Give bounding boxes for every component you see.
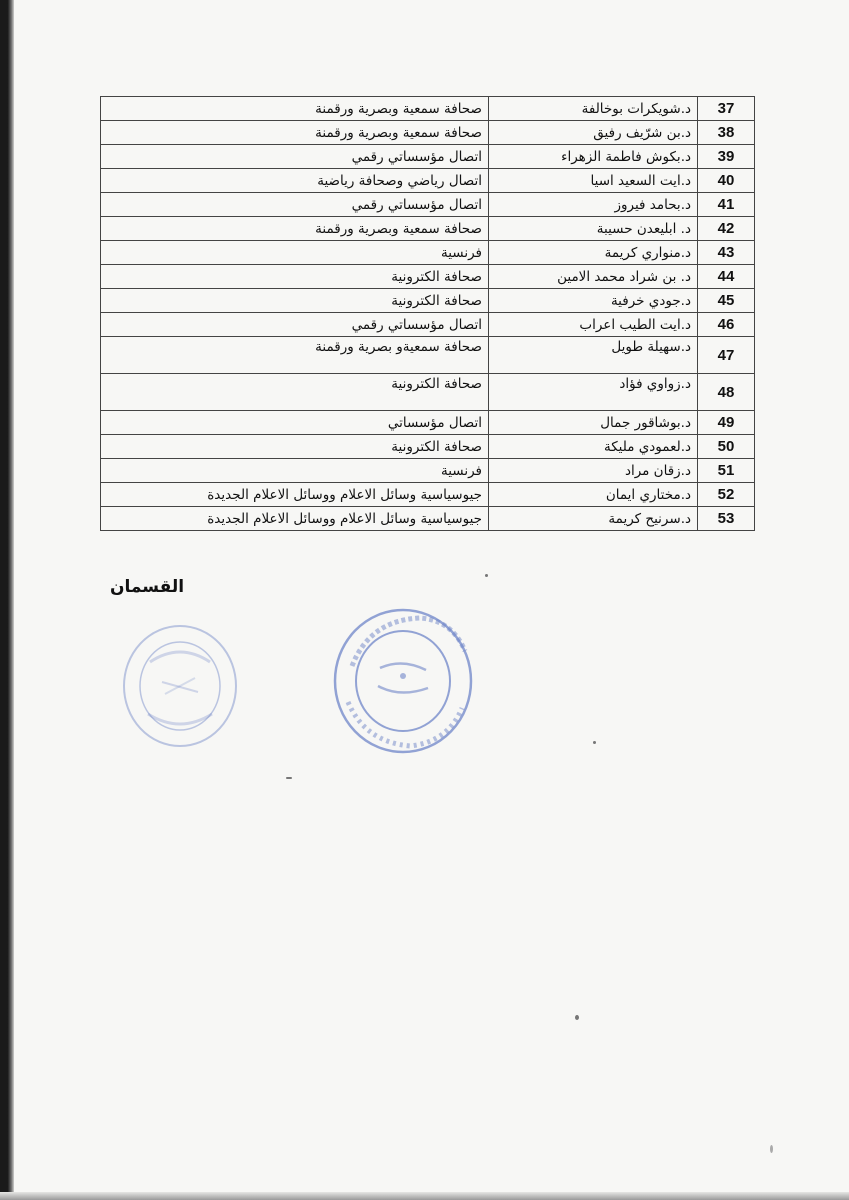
row-specialty: صحافة الكترونية — [101, 435, 489, 459]
row-number: 39 — [698, 145, 755, 169]
row-specialty: صحافة الكترونية — [101, 374, 489, 411]
row-specialty: اتصال مؤسساتي رقمي — [101, 193, 489, 217]
row-name: د.زقان مراد — [489, 459, 698, 483]
row-specialty: اتصال مؤسساتي رقمي — [101, 145, 489, 169]
row-specialty: صحافة سمعية وبصرية ورقمنة — [101, 121, 489, 145]
scan-speck — [593, 741, 596, 744]
row-specialty: اتصال مؤسساتي — [101, 411, 489, 435]
row-specialty: صحافة سمعية وبصرية ورقمنة — [101, 217, 489, 241]
table-row — [101, 217, 755, 241]
table-row — [101, 435, 755, 459]
row-name: د. ابليعدن حسيبة — [489, 217, 698, 241]
row-specialty: صحافة سمعيةو بصرية ورقمنة — [101, 337, 489, 374]
row-specialty: جيوسياسية وسائل الاعلام ووسائل الاعلام الجديدة — [101, 483, 489, 507]
row-number: 45 — [698, 289, 755, 313]
row-name: د. بن شراد محمد الامين — [489, 265, 698, 289]
scan-speck — [770, 1145, 773, 1153]
row-name: د.سرنيح كريمة — [489, 507, 698, 531]
table-row — [101, 169, 755, 193]
row-name: د.بكوش فاطمة الزهراء — [489, 145, 698, 169]
row-name: د.منواري كريمة — [489, 241, 698, 265]
row-name: د.بحامد فيروز — [489, 193, 698, 217]
row-specialty: صحافة الكترونية — [101, 265, 489, 289]
row-name: د.سهيلة طويل — [489, 337, 698, 374]
scan-speck — [286, 777, 292, 779]
row-specialty: فرنسية — [101, 459, 489, 483]
faculty-roster-table — [100, 96, 755, 531]
table-row — [101, 507, 755, 531]
scan-speck — [575, 1015, 579, 1020]
official-stamp — [330, 606, 476, 756]
table-row — [101, 337, 755, 374]
table-row — [101, 374, 755, 411]
row-number: 38 — [698, 121, 755, 145]
row-number: 52 — [698, 483, 755, 507]
row-name: د.لعمودي مليكة — [489, 435, 698, 459]
row-number: 43 — [698, 241, 755, 265]
row-name: د.جودي خرفية — [489, 289, 698, 313]
table-row — [101, 121, 755, 145]
row-specialty: فرنسية — [101, 241, 489, 265]
table-row — [101, 459, 755, 483]
scan-speck — [485, 574, 488, 577]
row-name: د.مختاري ايمان — [489, 483, 698, 507]
row-name: د.ايت السعيد اسيا — [489, 169, 698, 193]
row-number: 41 — [698, 193, 755, 217]
table-row — [101, 97, 755, 121]
row-number: 50 — [698, 435, 755, 459]
row-specialty: صحافة الكترونية — [101, 289, 489, 313]
table-row — [101, 265, 755, 289]
table-row — [101, 411, 755, 435]
department-heading: القسمان — [110, 577, 185, 597]
row-name: د.بن شرّيف رفيق — [489, 121, 698, 145]
row-number: 47 — [698, 337, 755, 374]
row-specialty: صحافة سمعية وبصرية ورقمنة — [101, 97, 489, 121]
row-name: د.ايت الطيب اعراب — [489, 313, 698, 337]
row-number: 51 — [698, 459, 755, 483]
row-number: 44 — [698, 265, 755, 289]
row-name: د.شويكرات بوخالفة — [489, 97, 698, 121]
row-name: د.زواوي فؤاد — [489, 374, 698, 411]
row-number: 42 — [698, 217, 755, 241]
table-row — [101, 145, 755, 169]
row-number: 53 — [698, 507, 755, 531]
row-number: 37 — [698, 97, 755, 121]
faded-stamp-left — [120, 622, 240, 750]
row-number: 40 — [698, 169, 755, 193]
table-row — [101, 289, 755, 313]
row-number: 46 — [698, 313, 755, 337]
scan-edge — [0, 1192, 849, 1200]
scan-edge — [0, 0, 14, 1200]
row-number: 48 — [698, 374, 755, 411]
row-specialty: اتصال رياضي وصحافة رياضية — [101, 169, 489, 193]
row-specialty: اتصال مؤسساتي رقمي — [101, 313, 489, 337]
row-name: د.بوشاقور جمال — [489, 411, 698, 435]
table-row — [101, 193, 755, 217]
table-row — [101, 313, 755, 337]
table-row — [101, 483, 755, 507]
row-specialty: جيوسياسية وسائل الاعلام ووسائل الاعلام الجديدة — [101, 507, 489, 531]
table-row — [101, 241, 755, 265]
row-number: 49 — [698, 411, 755, 435]
